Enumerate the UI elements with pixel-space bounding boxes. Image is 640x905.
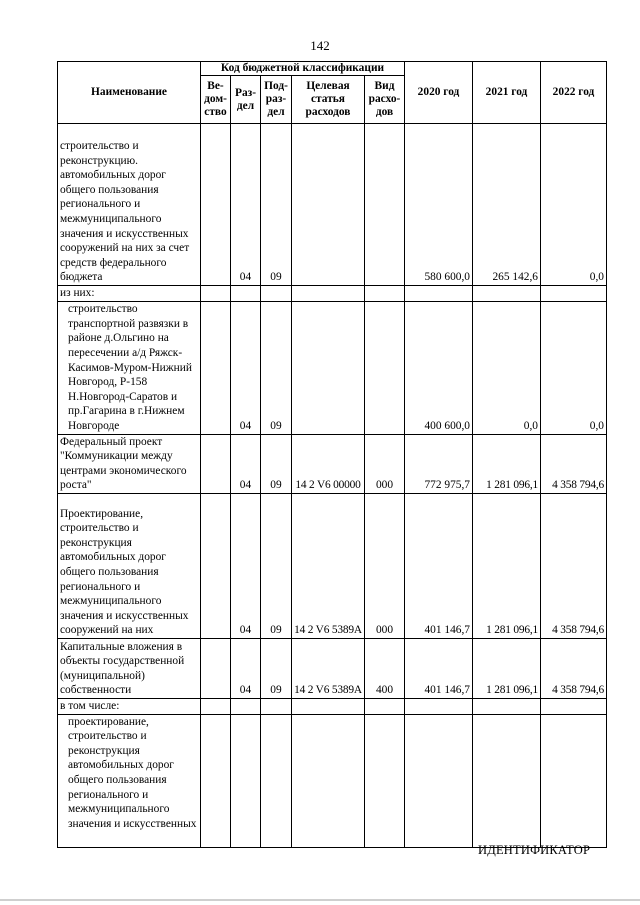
row-2022: 0,0 [541,301,607,434]
row-2020: 772 975,7 [405,434,473,493]
row-vedomstvo [201,638,231,698]
table-row [58,714,607,847]
row-2021: 1 281 096,1 [473,638,541,698]
header-razdel-line: Раз- [234,86,257,99]
row-2020: 580 600,0 [405,124,473,286]
row-2021 [473,698,541,714]
header-razdel-line: дел [236,99,255,112]
row-target: 14 2 V6 5389A [292,493,365,638]
row-target: 14 2 V6 5389A [292,638,365,698]
table-row [58,638,607,698]
row-name: Проектирование, строительство и реконструкция автомобильных дорог общего пользования регионального и межмуниципального значения и искусственных сооружений на них [58,493,201,638]
row-name: из них: [58,286,201,302]
row-podrazdel: 09 [261,638,292,698]
row-vedomstvo [201,714,231,847]
row-2022 [541,286,607,302]
header-target-article [292,76,365,124]
row-name: строительство и реконструкцию. автомобильных дорог общего пользования регионального и межмуниципального значения и искусственных сооружений на них за счет средств федерального бюджета [58,124,201,286]
table-row [58,301,607,434]
row-2020 [405,286,473,302]
row-podrazdel [261,714,292,847]
row-razdel: 04 [231,493,261,638]
row-target: 14 2 V6 00000 [292,434,365,493]
row-2020: 400 600,0 [405,301,473,434]
row-2021: 0,0 [473,301,541,434]
header-2020: 2020 год [405,62,473,124]
row-vid [365,714,405,847]
row-target [292,286,365,302]
row-vedomstvo [201,301,231,434]
row-vid [365,286,405,302]
row-vedomstvo [201,434,231,493]
row-name [58,301,201,434]
header-2022: 2022 год [541,62,607,124]
row-target [292,698,365,714]
header-vedomstvo-line: Ве- [207,80,224,92]
header-vedomstvo [201,76,231,124]
row-2020: 401 146,7 [405,493,473,638]
header-podrazdel [261,76,292,124]
row-vid [365,301,405,434]
page-number: 142 [310,38,330,53]
row-2020 [405,698,473,714]
row-2022 [541,714,607,847]
header-name: Наименование [58,62,201,124]
row-razdel: 04 [231,124,261,286]
row-target [292,301,365,434]
table-row [58,493,607,638]
row-2022: 4 358 794,6 [541,434,607,493]
header-budget-code-group: Код бюджетной классификации [201,62,405,76]
row-vid: 400 [365,638,405,698]
row-2020: 401 146,7 [405,638,473,698]
row-vid [365,698,405,714]
header-target-line: расходов [305,106,351,118]
row-vedomstvo [201,698,231,714]
header-expense-type [365,76,405,124]
row-podrazdel: 09 [261,493,292,638]
row-2022: 4 358 794,6 [541,638,607,698]
header-target-line: статья [311,93,345,105]
row-2022: 4 358 794,6 [541,493,607,638]
row-name: Капитальные вложения в объекты государственной (муниципальной) собственности [58,638,201,698]
row-razdel [231,698,261,714]
row-2021: 1 281 096,1 [473,493,541,638]
row-razdel: 04 [231,638,261,698]
row-vid [365,124,405,286]
row-target [292,124,365,286]
row-razdel: 04 [231,301,261,434]
header-vid-line: расхо- [368,93,401,105]
row-name [58,714,201,847]
row-2021 [473,286,541,302]
row-name-text: проектирование, строительство и реконструкция автомобильных дорог общего пользования регионального и межмуниципального значения и искусственных [68,715,197,830]
table-row [58,434,607,493]
row-2020 [405,714,473,847]
row-podrazdel: 09 [261,301,292,434]
header-podrazdel-line: раз- [265,93,287,105]
row-2022: 0,0 [541,124,607,286]
row-vid: 000 [365,493,405,638]
row-razdel: 04 [231,434,261,493]
header-vid-line: дов [375,106,394,118]
header-vedomstvo-line: дом- [204,93,227,105]
table-row [58,698,607,714]
row-name-text: строительство транспортной развязки в районе д.Ольгино на пересечении а/д Ряжск-Касимов-Муром-Нижний Новгород, Р-158 Н.Новгород-Саратов и пр.Гагарина в г.Нижнем Новгороде [68,303,192,432]
row-podrazdel: 09 [261,124,292,286]
row-vedomstvo [201,124,231,286]
header-2021: 2021 год [473,62,541,124]
row-vid: 000 [365,434,405,493]
row-podrazdel [261,286,292,302]
scan-edge-line [0,899,640,901]
table-row [58,286,607,302]
row-vedomstvo [201,493,231,638]
document-identifier: ИДЕНТИФИКАТОР [478,843,591,857]
row-name: в том числе: [58,698,201,714]
row-podrazdel [261,698,292,714]
row-name: Федеральный проект "Коммуникации между центрами экономического роста" [58,434,201,493]
row-razdel [231,714,261,847]
row-razdel [231,286,261,302]
header-vedomstvo-line: ство [204,106,227,118]
row-target [292,714,365,847]
table-row [58,124,607,286]
row-2021: 265 142,6 [473,124,541,286]
header-razdel [231,76,261,124]
budget-table [57,61,607,848]
header-podrazdel-line: Под- [264,80,288,92]
header-vid-line: Вид [374,80,395,92]
row-2021 [473,714,541,847]
row-2021: 1 281 096,1 [473,434,541,493]
row-podrazdel: 09 [261,434,292,493]
row-vedomstvo [201,286,231,302]
header-target-line: Целевая [306,80,350,92]
row-2022 [541,698,607,714]
header-podrazdel-line: дел [267,106,285,118]
